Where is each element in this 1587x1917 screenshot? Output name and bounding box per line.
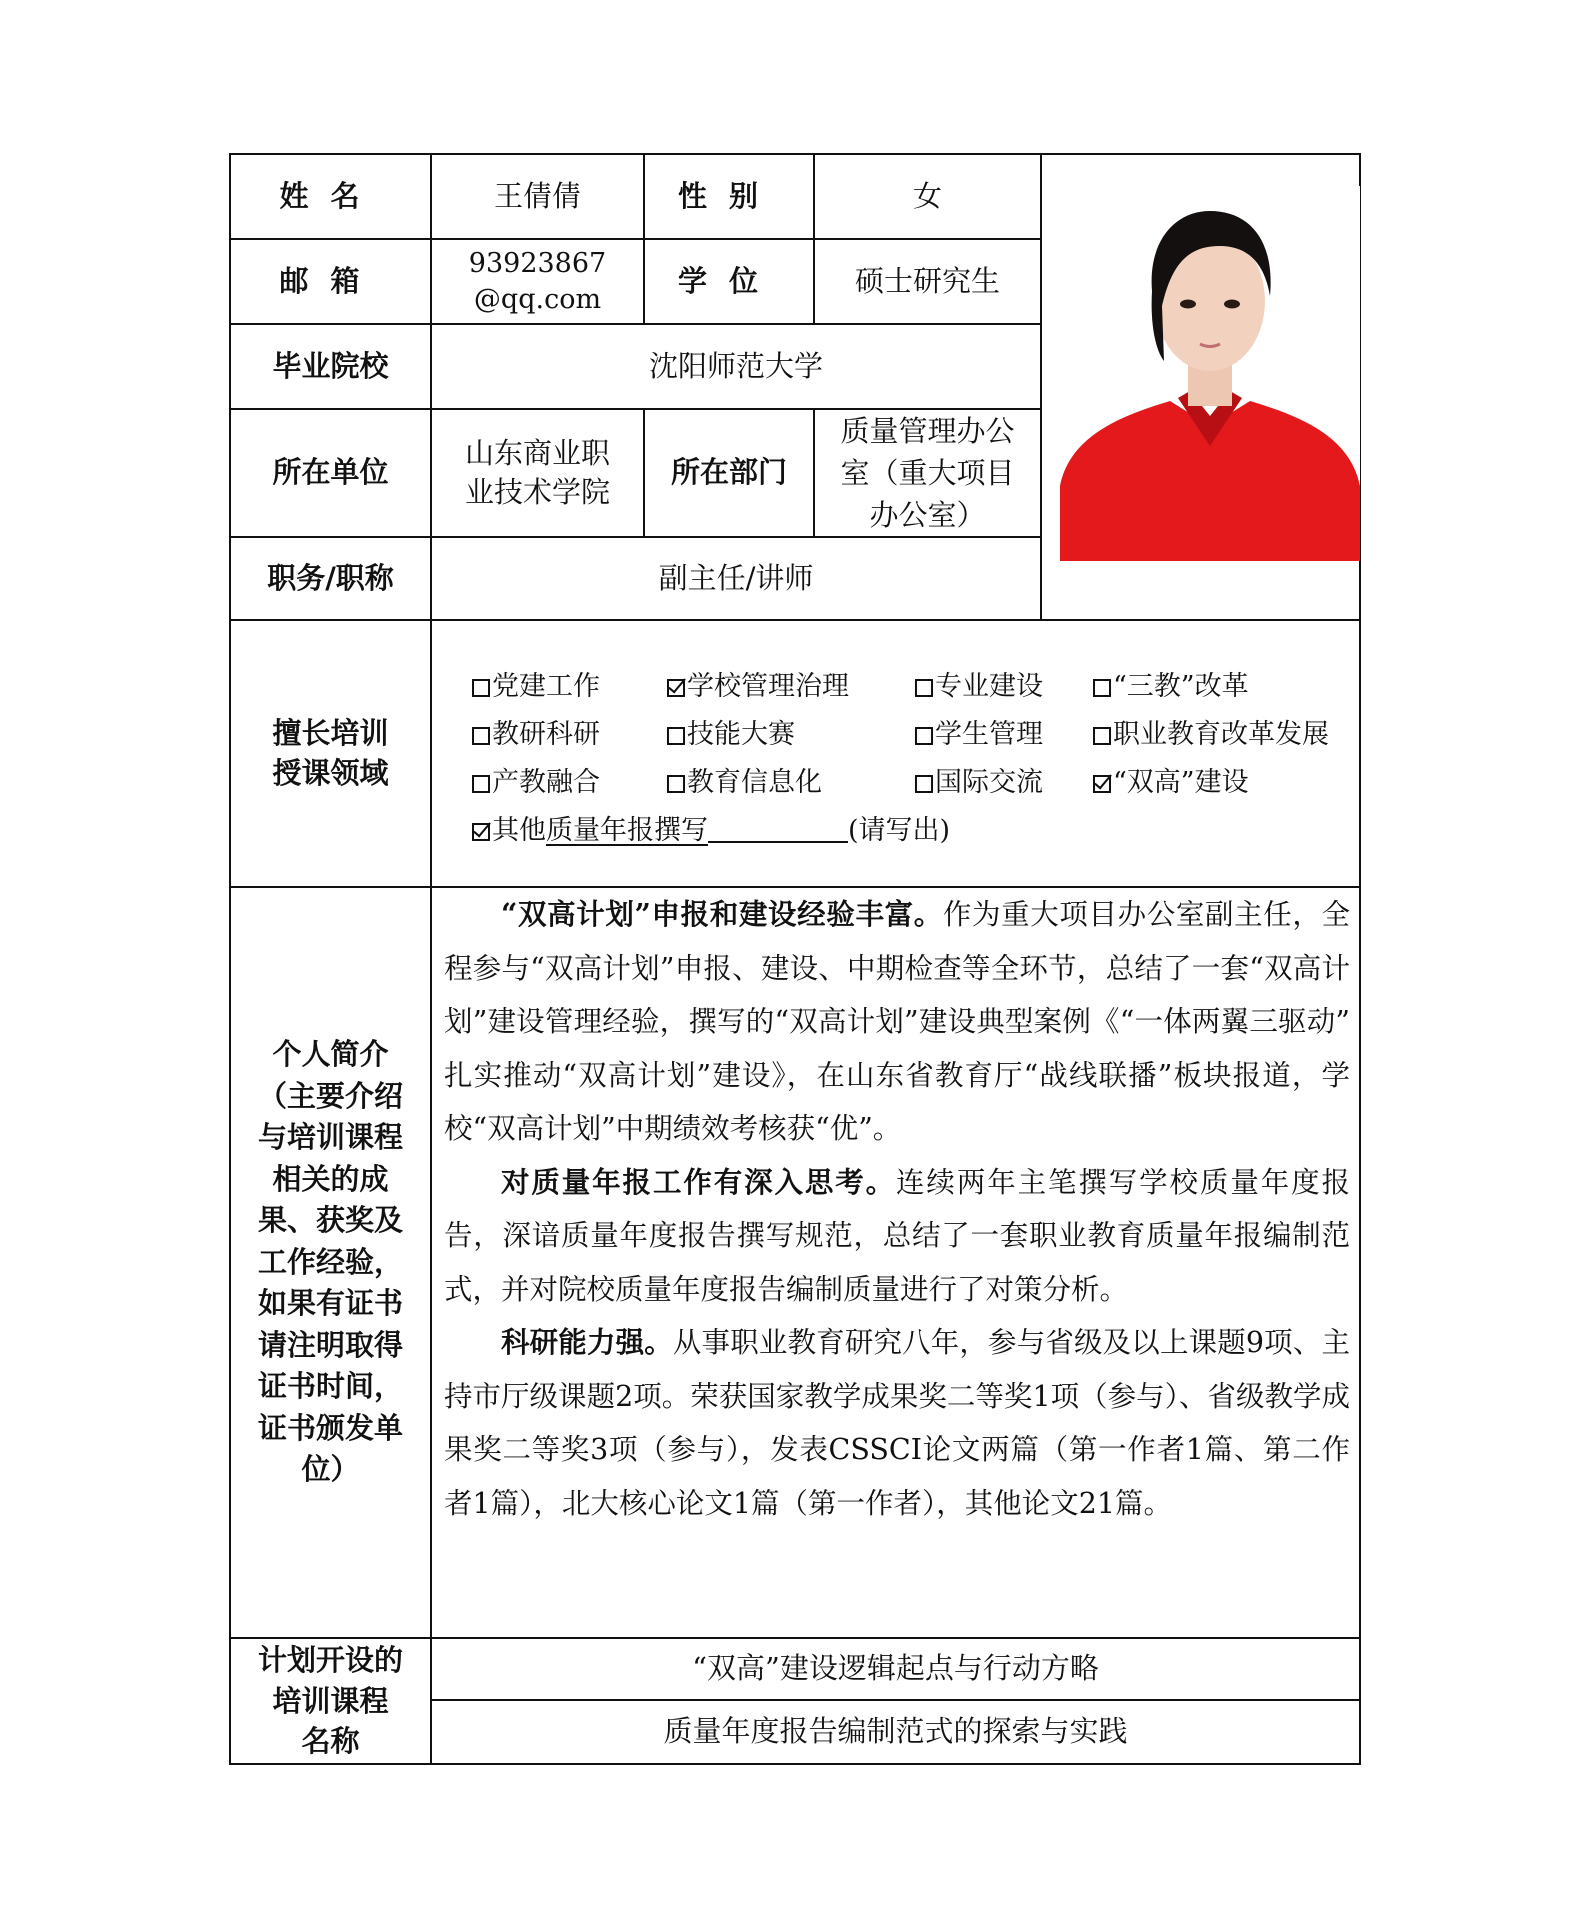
area-option-label: 教育信息化: [687, 767, 822, 798]
checkbox[interactable]: [667, 775, 685, 793]
areas-label: [231, 621, 430, 886]
bio-lead: 对质量年报工作有深入思考。: [501, 1164, 897, 1199]
area-option[interactable]: [667, 763, 822, 803]
checkbox[interactable]: [472, 679, 490, 697]
unit-label: 所在单位: [272, 455, 389, 490]
name-label: 姓名: [279, 178, 382, 213]
portrait-illustration: [1060, 186, 1360, 561]
gender-label: 性别: [677, 178, 780, 213]
checkbox[interactable]: [915, 775, 933, 793]
checkbox[interactable]: [915, 727, 933, 745]
email-line: @qq.com: [473, 283, 602, 315]
school-value: 沈阳师范大学: [648, 348, 823, 383]
area-option-label: 专业建设: [935, 671, 1043, 702]
area-option-label: 国际交流: [935, 767, 1043, 798]
intro-label-line: 相关的成: [272, 1161, 389, 1196]
bio-paragraph: [444, 888, 1350, 1156]
area-option[interactable]: [915, 667, 1043, 707]
area-option[interactable]: [915, 715, 1043, 755]
fill-in-line: [708, 813, 848, 843]
area-option[interactable]: [1093, 715, 1329, 755]
areas-label-line: 擅长培训: [272, 716, 389, 751]
area-option-other[interactable]: [472, 811, 950, 851]
dept-line: 室（重大项目: [840, 455, 1015, 490]
other-note: (请写出): [848, 815, 951, 846]
intro-label-line: 如果有证书: [257, 1286, 403, 1321]
intro-label-line: 个人简介: [272, 1037, 389, 1072]
email-line: 93923867: [468, 248, 607, 280]
area-option[interactable]: [472, 667, 600, 707]
dept-label: 所在部门: [670, 455, 787, 490]
course-label-line: 培训课程: [272, 1683, 389, 1718]
intro-label-line: 请注明取得: [257, 1327, 403, 1362]
dept-value: [815, 410, 1040, 536]
school-label: 毕业院校: [272, 348, 389, 383]
area-option[interactable]: [1093, 667, 1249, 707]
area-option-label: “双高”建设: [1113, 767, 1249, 798]
info-form: [229, 153, 1361, 1765]
bio-body: 连续两年主笔撰写学校质量年度报告，深谙质量年度报告撰写规范，总结了一套职业教育质量年报编制范式，并对院校质量年度报告编制质量进行了对策分析。: [444, 1165, 1350, 1306]
area-option-label: 党建工作: [492, 671, 600, 702]
course-label-line: 计划开设的: [257, 1643, 403, 1678]
title-value: 副主任/讲师: [658, 560, 814, 595]
course-label: [231, 1639, 430, 1763]
area-option-label: 技能大赛: [687, 719, 795, 750]
checkbox[interactable]: [667, 727, 685, 745]
intro-label-line: 工作经验，: [257, 1244, 403, 1279]
area-option-label: 学校管理治理: [687, 671, 849, 702]
course-name: “双高”建设逻辑起点与行动方略: [692, 1651, 1099, 1686]
course-name: 质量年度报告编制范式的探索与实践: [663, 1714, 1128, 1749]
degree-label: 学位: [677, 263, 780, 298]
title-label: 职务/职称: [267, 560, 394, 595]
area-option[interactable]: [472, 715, 600, 755]
email-value: [432, 240, 643, 323]
bio-body: 作为重大项目办公室副主任，全程参与“双高计划”申报、建设、中期检查等全环节，总结了一套“双高计划”建设管理经验，撰写的“双高计划”建设典型案例《“一体两翼三驱动” 扎实推动“双高计划”建设》，在山东省教育厅“战线联播”板块报道，学校“双高计划”中期绩效考核获“优”。: [444, 898, 1350, 1145]
unit-line: 山东商业职: [464, 435, 610, 470]
bio-paragraph: [444, 1316, 1350, 1530]
area-option-label: 产教融合: [492, 767, 600, 798]
course-label-line: 名称: [301, 1724, 360, 1759]
bio-body: 从事职业教育研究八年，参与省级及以上课题9项、主持市厅级课题2项。荣获国家教学成果奖二等奖1项（参与）、省级教学成果奖二等奖3项（参与），发表CSSCI论文两篇（第一作者1篇、第二作者1篇），北大核心论文1篇（第一作者），其他论文21篇。: [444, 1326, 1350, 1520]
other-value[interactable]: 质量年报撰写: [546, 815, 708, 846]
portrait-photo: [1060, 186, 1360, 561]
unit-value: [432, 410, 643, 536]
bio-paragraph: [444, 1156, 1350, 1317]
dept-line: 质量管理办公: [840, 413, 1015, 448]
checkbox[interactable]: [472, 727, 490, 745]
border-line: [229, 1763, 1361, 1765]
checkbox[interactable]: [472, 775, 490, 793]
intro-label: [231, 888, 430, 1637]
intro-label-line: 与培训课程: [257, 1120, 403, 1155]
checkbox-checked[interactable]: [1093, 775, 1111, 793]
intro-label-line: 证书颁发单: [257, 1410, 403, 1445]
checkbox[interactable]: [1093, 727, 1111, 745]
area-option-label: 职业教育改革发展: [1113, 719, 1329, 750]
gender-value: 女: [912, 178, 942, 213]
area-option[interactable]: [472, 763, 600, 803]
intro-label-line: 果、获奖及: [257, 1203, 403, 1238]
areas-label-line: 授课领域: [272, 755, 389, 790]
degree-value: 硕士研究生: [854, 263, 1000, 298]
area-option[interactable]: [1093, 763, 1249, 803]
area-option[interactable]: [667, 667, 849, 707]
area-option-label: 教研科研: [492, 719, 600, 750]
area-option[interactable]: [915, 763, 1043, 803]
checkbox-checked[interactable]: [667, 679, 685, 697]
checkbox[interactable]: [915, 679, 933, 697]
other-label: 其他: [492, 815, 546, 846]
intro-label-line: 证书时间，: [257, 1369, 403, 1404]
checkbox[interactable]: [1093, 679, 1111, 697]
bio-text: [444, 888, 1350, 1530]
unit-line: 业技术学院: [464, 475, 610, 509]
bio-lead: 科研能力强。: [501, 1325, 673, 1359]
name-value: 王倩倩: [493, 178, 581, 213]
border-line: [1040, 153, 1042, 621]
intro-label-line: （主要介绍: [257, 1078, 403, 1113]
intro-label-line: 位）: [301, 1452, 360, 1487]
dept-line: 办公室）: [869, 498, 986, 533]
checkbox-checked[interactable]: [472, 823, 490, 841]
area-option[interactable]: [667, 715, 795, 755]
area-option-label: 学生管理: [935, 719, 1043, 750]
area-option-label: “三教”改革: [1113, 671, 1249, 702]
bio-lead: “双高计划”申报和建设经验丰富。: [501, 897, 943, 931]
email-label: 邮箱: [279, 263, 382, 298]
